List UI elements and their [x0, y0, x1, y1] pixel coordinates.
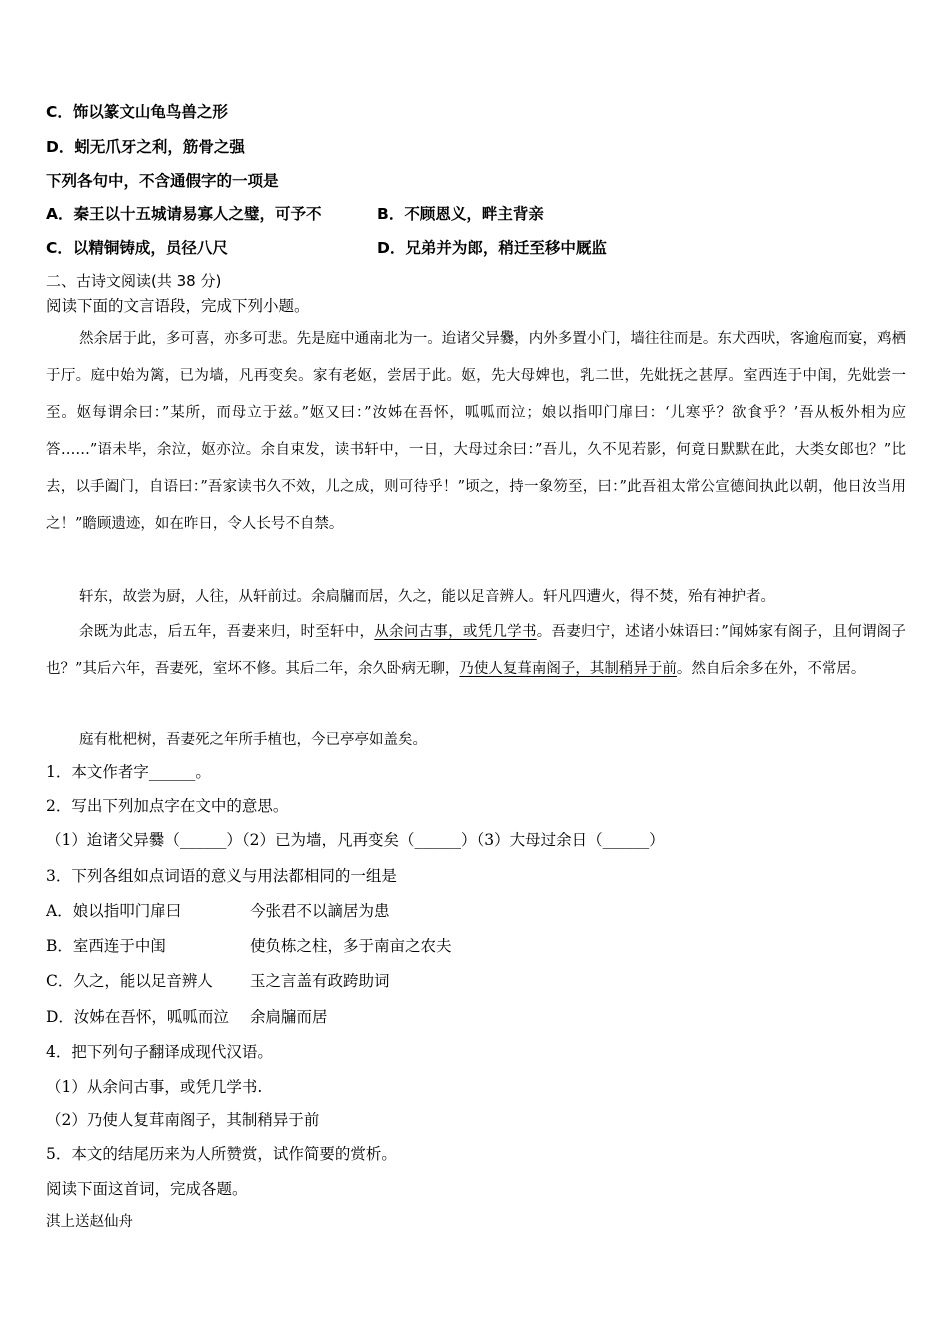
- passage-paragraph-3: [46, 614, 906, 688]
- question-5: 5．本文的结尾历来为人所赞赏，试作简要的赏析。: [46, 1145, 397, 1163]
- question-stem-tongjia: 下列各句中，不含通假字的一项是: [46, 172, 279, 190]
- p3-text-b: 。吾妻归宁，述诸小妹语曰：”闻姊家有阁子，且何谓阁子也？”其后六年，吾妻死，室坏不修。其后二年，余久卧病无聊，: [46, 624, 906, 677]
- underlined-sentence-2: 乃使人复葺南阁子，其制稍异于前: [459, 661, 677, 677]
- q3-option-a-left: A．娘以指叩门扉曰: [46, 902, 182, 920]
- question-4-item-1: （1）从余问古事，或凭几学书.: [46, 1078, 263, 1096]
- q3-option-c-left: C．久之，能以足音辨人: [46, 972, 213, 990]
- passage-paragraph-4: 庭有枇杷树，吾妻死之年所手植也，今已亭亭如盖矣。: [79, 732, 427, 748]
- question-4-item-2: （2）乃使人复茸南阁子，其制稍异于前: [46, 1111, 320, 1129]
- question-2: 2．写出下列加点字在文中的意思。: [46, 797, 289, 815]
- q3-option-d-left: D．汝姊在吾怀，呱呱而泣: [46, 1008, 229, 1026]
- poem-title: 淇上送赵仙舟: [46, 1214, 133, 1230]
- section-title: 二、古诗文阅读(共 38 分): [46, 272, 222, 290]
- question-3: 3．下列各组如点词语的意义与用法都相同的一组是: [46, 867, 397, 885]
- passage-paragraph-1: 然余居于此，多可喜，亦多可悲。先是庭中通南北为一。迨诸父异爨，内外多置小门，墙往往而是。东犬西吠，客逾庖而宴，鸡栖于厅。庭中始为篱，已为墙，凡再变矣。家有老妪，尝居于此。妪，先大母婢也，乳二世，先妣抚之甚厚。室西连于中闺，先妣尝一至。妪每谓余曰：”某所，而母立于兹。”妪又曰：”汝姊在吾怀，呱呱而泣；娘以指叩门扉曰：‘儿寒乎？欲食乎？’吾从板外相为应答……”语未毕，余泣，妪亦泣。余自束发，读书轩中，一日，大母过余曰：”吾儿，久不见若影，何竟日默默在此，大类女郎也？”比去，以手阖门，自语曰：”吾家读书久不效，儿之成，则可待乎！”顷之，持一象笏至，曰：”此吾祖太常公宣德间执此以朝，他日汝当用之！”瞻顾遗迹，如在昨日，令人长号不自禁。: [46, 331, 906, 532]
- question-2-items: （1）迨诸父异爨（______）（2）已为墙，凡再变矣（______）（3）大母过余日（______）: [46, 831, 665, 849]
- option-c: C．饰以篆文山龟鸟兽之形: [46, 103, 228, 121]
- p3-text-a: 余既为此志，后五年，吾妻来归，时至轩中，: [79, 624, 375, 640]
- underlined-sentence-1: 从余问古事，或凭几学书: [374, 624, 537, 640]
- q3-option-a-right: 今张君不以謫居为患: [250, 902, 390, 920]
- tongjia-option-a: A．秦王以十五城请易寡人之璧，可予不: [46, 205, 322, 223]
- tongjia-option-c: C．以精铜铸成，员径八尺: [46, 239, 228, 257]
- p3-text-c: 。然自后余多在外，不常居。: [676, 661, 866, 677]
- q3-option-b-right: 使负栋之柱，多于南亩之农夫: [250, 937, 452, 955]
- q3-option-d-right: 余扃牖而居: [250, 1008, 328, 1026]
- next-section-intro: 阅读下面这首词，完成各题。: [46, 1180, 248, 1198]
- q3-option-c-right: 玉之言盖有政跨助词: [250, 972, 390, 990]
- tongjia-option-b: B．不顾恩义，畔主背亲: [377, 205, 544, 223]
- question-1: 1．本文作者字______。: [46, 763, 211, 781]
- passage-paragraph-2: 轩东，故尝为厨，人往，从轩前过。余扃牖而居，久之，能以足音辨人。轩凡四遭火，得不焚，殆有神护者。: [79, 589, 775, 605]
- tongjia-option-d: D．兄弟并为郎，稍迁至移中厩监: [377, 239, 607, 257]
- question-4: 4．把下列句子翻译成现代汉语。: [46, 1043, 273, 1061]
- option-d: D．蚓无爪牙之利，筋骨之强: [46, 138, 245, 156]
- section-intro: 阅读下面的文言语段，完成下列小题。: [46, 297, 310, 315]
- q3-option-b-left: B．室西连于中闺: [46, 937, 166, 955]
